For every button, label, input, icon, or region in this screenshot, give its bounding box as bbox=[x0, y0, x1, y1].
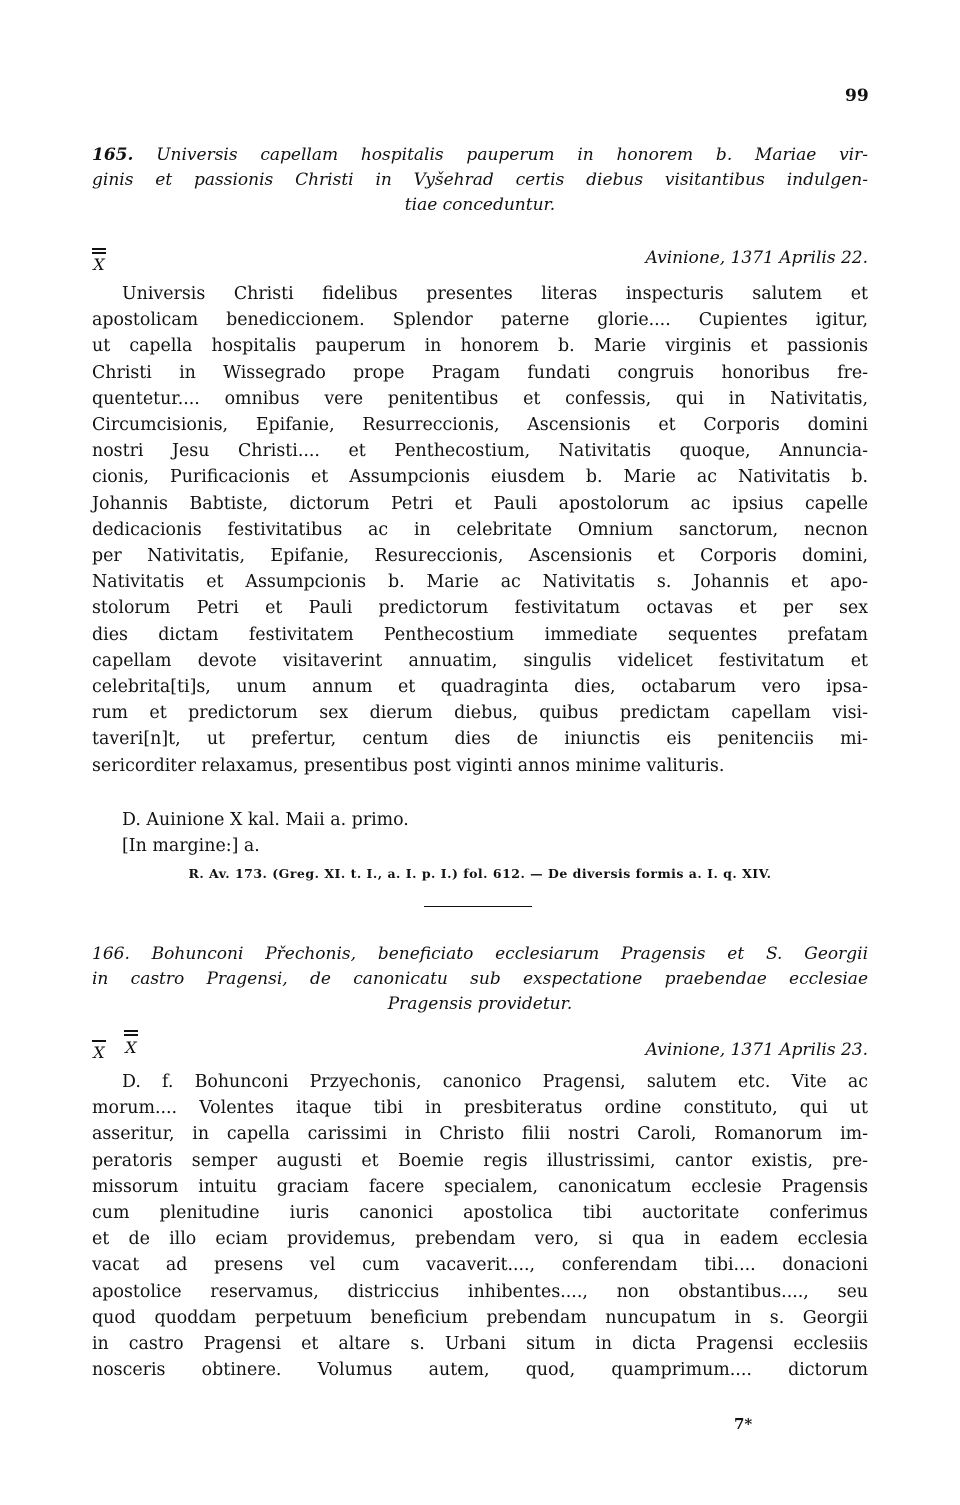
entry-166-heading-line: Bohunconi Přechonis, beneficiato ecclesiarum Pragensis et S. Georgii bbox=[151, 944, 869, 964]
entry-166-date: Avinione, 1371 Aprilis 23. bbox=[645, 1040, 868, 1060]
entry-166-heading-line: in castro Pragensi, de canonicatu sub exspectatione praebendae ecclesiae bbox=[92, 969, 868, 989]
entry-165-margin-note: [In margine:] a. bbox=[122, 836, 260, 856]
body-line: et de illo eciam providemus, prebendam vero, si qua in eadem ecclesia bbox=[92, 1229, 868, 1250]
body-line: Christi in Wissegrado prope Pragam fundati congruis honoribus fre- bbox=[92, 362, 868, 383]
body-line: cum plenitudine iuris canonici apostolica tibi auctoritate conferimus bbox=[92, 1203, 868, 1224]
body-line: D. f. Bohunconi Przyechonis, canonico Pragensi, salutem etc. Vite ac bbox=[122, 1072, 868, 1092]
body-line: in castro Pragensi et altare s. Urbani situm in dicta Pragensi ecclesiis bbox=[92, 1334, 868, 1355]
body-line: vacat ad presens vel cum vacaverit...., conferendam tibi.... donacioni bbox=[92, 1255, 868, 1276]
body-line: nosceris obtinere. Volumus autem, quod, quamprimum.... dictorum bbox=[92, 1360, 868, 1381]
entry-166-number: 166. bbox=[92, 944, 130, 964]
body-line: stolorum Petri et Pauli predictorum festivitatum octavas et per sex bbox=[92, 598, 868, 619]
register-marker: X bbox=[92, 248, 106, 274]
entry-166-heading bbox=[92, 942, 868, 1017]
body-line: quod quoddam perpetuum beneficium prebendam nuncupatum in s. Georgii bbox=[92, 1307, 868, 1328]
entry-165-heading-line: tiae conceduntur. bbox=[404, 195, 556, 215]
entry-165-heading bbox=[92, 143, 868, 218]
body-line: sericorditer relaxamus, presentibus post viginti annos minime valituris. bbox=[92, 755, 725, 776]
entry-165-date: Avinione, 1371 Aprilis 22. bbox=[645, 248, 868, 268]
body-line: rum et predictorum sex dierum diebus, quibus predictam capellam visi- bbox=[92, 703, 868, 724]
body-line: ut capella hospitalis pauperum in honorem b. Marie virginis et passionis bbox=[92, 336, 868, 357]
body-line: Circumcisionis, Epifanie, Resurreccionis, Ascensionis et Corporis domini bbox=[92, 415, 868, 436]
body-line: quentetur.... omnibus vere penitentibus et confessis, qui in Nativitatis, bbox=[92, 388, 868, 409]
register-marker: X bbox=[92, 1040, 106, 1062]
body-line: cionis, Purificacionis et Assumpcionis eiusdem b. Marie ac Nativitatis b. bbox=[92, 467, 868, 488]
body-line: nostri Jesu Christi.... et Penthecostium, Nativitatis quoque, Annuncia- bbox=[92, 441, 868, 462]
entry-166-dateline bbox=[92, 1040, 868, 1066]
entry-165-dateline bbox=[92, 248, 868, 274]
body-line: asseritur, in capella carissimi in Christo filii nostri Caroli, Romanorum im- bbox=[92, 1124, 868, 1145]
body-line: apostolicam benediccionem. Splendor paterne glorie.... Cupientes igitur, bbox=[92, 310, 868, 331]
register-marker: X bbox=[124, 1030, 138, 1057]
entry-166-heading-line: Pragensis providetur. bbox=[387, 994, 573, 1014]
body-line: missorum intuitu graciam facere specialem, canonicatum ecclesie Pragensis bbox=[92, 1176, 868, 1197]
entry-165-source: R. Av. 173. (Greg. XI. t. I., a. I. p. I.) fol. 612. — De diversis formis a. I. q. XIV. bbox=[188, 866, 772, 881]
entry-165-number: 165. bbox=[92, 145, 134, 165]
body-line: peratoris semper augusti et Boemie regis illustrissimi, cantor existis, pre- bbox=[92, 1150, 868, 1171]
body-line: taveri[n]t, ut prefertur, centum dies de iniunctis eis penitenciis mi- bbox=[92, 729, 868, 750]
body-line: per Nativitatis, Epifanie, Resureccionis, Ascensionis et Corporis domini, bbox=[92, 546, 868, 567]
body-line: Nativitatis et Assumpcionis b. Marie ac Nativitatis s. Johannis et apo- bbox=[92, 572, 868, 593]
signature-mark: 7* bbox=[734, 1415, 753, 1433]
body-line: Johannis Babtiste, dictorum Petri et Pauli apostolorum ac ipsius capelle bbox=[92, 493, 868, 514]
body-line: morum.... Volentes itaque tibi in presbiteratus ordine constituto, qui ut bbox=[92, 1098, 868, 1119]
page-number: 99 bbox=[845, 86, 869, 106]
body-line: celebrita[ti]s, unum annum et quadraginta dies, octabarum vero ipsa- bbox=[92, 677, 868, 698]
entry-165-heading-line: Universis capellam hospitalis pauperum in honorem b. Mariae vir- bbox=[156, 145, 868, 165]
entry-165-body bbox=[92, 281, 868, 779]
section-separator bbox=[424, 906, 532, 907]
body-line: apostolice reservamus, districcius inhibentes...., non obstantibus...., seu bbox=[92, 1281, 868, 1302]
body-line: dedicacionis festivitatibus ac in celebritate Omnium sanctorum, necnon bbox=[92, 519, 868, 540]
entry-166-body bbox=[92, 1069, 868, 1383]
body-line: Universis Christi fidelibus presentes literas inspecturis salutem et bbox=[122, 284, 868, 304]
entry-165-closing: D. Auinione X kal. Maii a. primo. bbox=[122, 810, 409, 830]
body-line: capellam devote visitaverint annuatim, singulis videlicet festivitatum et bbox=[92, 650, 868, 671]
entry-165-heading-line: ginis et passionis Christi in Vyšehrad certis diebus visitantibus indulgen- bbox=[92, 170, 868, 190]
body-line: dies dictam festivitatem Penthecostium immediate sequentes prefatam bbox=[92, 624, 868, 645]
